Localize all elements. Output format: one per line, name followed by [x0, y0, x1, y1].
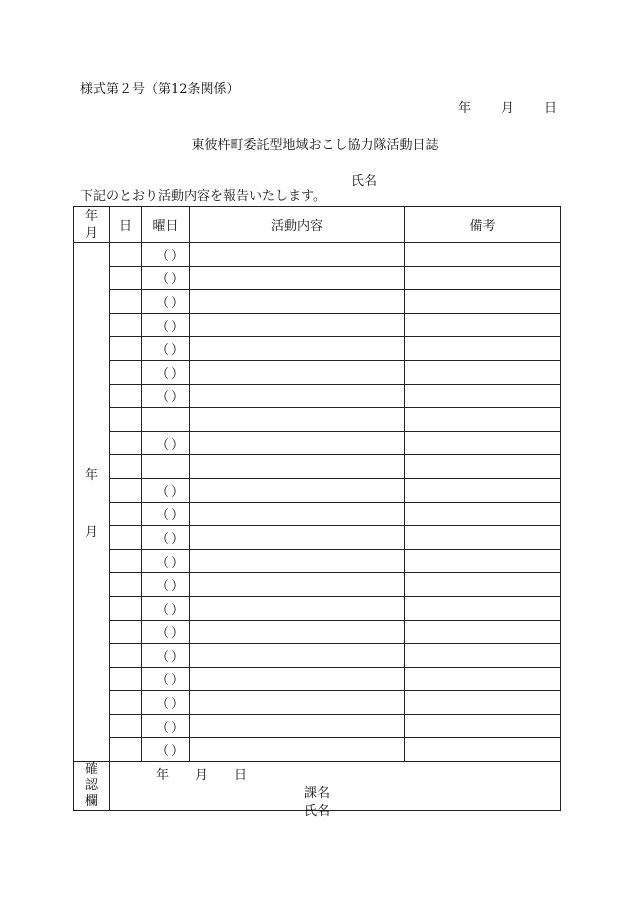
day-cell[interactable] [110, 549, 142, 573]
day-cell[interactable] [110, 290, 142, 314]
weekday-close-paren: ） [171, 390, 185, 406]
header-month: 月 [84, 225, 98, 241]
activity-cell[interactable] [190, 384, 405, 408]
weekday-open-paren: （ [156, 484, 170, 500]
remarks-cell[interactable] [405, 290, 561, 314]
weekday-open-paren: （ [156, 579, 170, 595]
report-date [458, 97, 557, 116]
remarks-cell[interactable] [405, 266, 561, 290]
confirm-year-label: 年 [156, 768, 170, 784]
weekday-open-paren: （ [156, 390, 170, 406]
table-row [74, 431, 561, 455]
activity-cell[interactable] [190, 644, 405, 668]
table-row [74, 691, 561, 715]
activity-cell[interactable] [190, 455, 405, 479]
weekday-cell[interactable] [142, 573, 190, 597]
weekday-close-paren: ） [171, 626, 185, 642]
form-number-label: 様式第２号（第12条関係） [80, 82, 240, 97]
remarks-cell[interactable] [405, 360, 561, 384]
side-month-label: 月 [84, 525, 98, 541]
weekday-open-paren: （ [156, 697, 170, 713]
table-row [74, 243, 561, 267]
header-year-month [74, 207, 110, 243]
weekday-open-paren: （ [156, 508, 170, 524]
table-row [74, 290, 561, 314]
remarks-cell[interactable] [405, 431, 561, 455]
table-row [74, 337, 561, 361]
weekday-cell[interactable] [142, 738, 190, 762]
weekday-close-paren: ） [171, 744, 185, 760]
weekday-cell[interactable] [142, 360, 190, 384]
date-day-label: 日 [544, 101, 558, 116]
weekday-close-paren: ） [171, 555, 185, 571]
weekday-open-paren: （ [156, 319, 170, 335]
weekday-cell[interactable] [142, 313, 190, 337]
day-cell[interactable] [110, 431, 142, 455]
weekday-cell[interactable] [142, 714, 190, 738]
weekday-cell[interactable] [142, 337, 190, 361]
day-cell[interactable] [110, 502, 142, 526]
header-activity: 活動内容 [190, 207, 405, 243]
document-title: 東彼杵町委託型地域おこし協力隊活動日誌 [191, 138, 439, 153]
weekday-close-paren: ） [171, 272, 185, 288]
weekday-cell[interactable] [142, 691, 190, 715]
remarks-cell[interactable] [405, 313, 561, 337]
table-row [74, 714, 561, 738]
remarks-cell[interactable] [405, 738, 561, 762]
table-row [74, 738, 561, 762]
day-cell[interactable] [110, 620, 142, 644]
weekday-cell[interactable] [142, 243, 190, 267]
weekday-close-paren: ） [171, 697, 185, 713]
weekday-open-paren: （ [156, 626, 170, 642]
weekday-open-paren: （ [156, 248, 170, 264]
activity-cell[interactable] [190, 360, 405, 384]
confirm-month-label: 月 [195, 768, 209, 784]
table-row [74, 620, 561, 644]
activity-cell[interactable] [190, 738, 405, 762]
weekday-cell[interactable] [142, 478, 190, 502]
activity-cell[interactable] [190, 313, 405, 337]
weekday-close-paren: ） [171, 602, 185, 618]
activity-cell[interactable] [190, 667, 405, 691]
activity-cell[interactable] [190, 620, 405, 644]
day-cell[interactable] [110, 455, 142, 479]
table-row [74, 573, 561, 597]
weekday-close-paren: ） [171, 579, 185, 595]
remarks-cell[interactable] [405, 384, 561, 408]
weekday-cell[interactable] [142, 266, 190, 290]
weekday-close-paren: ） [171, 366, 185, 382]
day-cell[interactable] [110, 596, 142, 620]
weekday-cell[interactable] [142, 431, 190, 455]
remarks-cell[interactable] [405, 691, 561, 715]
header-remarks: 備考 [405, 207, 561, 243]
weekday-open-paren: （ [156, 272, 170, 288]
day-cell[interactable] [110, 313, 142, 337]
activity-cell[interactable] [190, 408, 405, 432]
date-month-label: 月 [501, 101, 515, 116]
weekday-close-paren: ） [171, 673, 185, 689]
table-row [74, 478, 561, 502]
remarks-cell[interactable] [405, 408, 561, 432]
weekday-open-paren: （ [156, 531, 170, 547]
weekday-close-paren: ） [171, 295, 185, 311]
table-row [74, 408, 561, 432]
table-row [74, 455, 561, 479]
weekday-close-paren: ） [171, 649, 185, 665]
table-row [74, 313, 561, 337]
confirm-dept-label: 課名 [304, 786, 331, 802]
month-side-cell [74, 243, 110, 762]
weekday-close-paren: ） [171, 508, 185, 524]
confirm-row [74, 762, 561, 811]
confirm-label-char: 確 [84, 762, 98, 778]
weekday-cell[interactable] [142, 502, 190, 526]
weekday-open-paren: （ [156, 744, 170, 760]
table-row [74, 644, 561, 668]
weekday-cell[interactable] [142, 549, 190, 573]
table-row [74, 526, 561, 550]
activity-log-table [73, 206, 561, 820]
header-day: 日 [110, 207, 142, 243]
remarks-cell[interactable] [405, 455, 561, 479]
activity-cell[interactable] [190, 549, 405, 573]
side-year-label: 年 [84, 468, 98, 484]
activity-cell[interactable] [190, 478, 405, 502]
weekday-open-paren: （ [156, 673, 170, 689]
day-cell[interactable] [110, 408, 142, 432]
weekday-close-paren: ） [171, 437, 185, 453]
weekday-open-paren: （ [156, 602, 170, 618]
day-cell[interactable] [110, 667, 142, 691]
remarks-cell[interactable] [405, 620, 561, 644]
day-cell[interactable] [110, 478, 142, 502]
header-weekday: 曜日 [142, 207, 190, 243]
intro-text: 下記のとおり活動内容を報告いたします。 [80, 189, 326, 204]
header-year: 年 [84, 208, 98, 224]
weekday-cell[interactable] [142, 384, 190, 408]
day-cell[interactable] [110, 644, 142, 668]
weekday-cell[interactable] [142, 290, 190, 314]
activity-cell[interactable] [190, 526, 405, 550]
day-cell[interactable] [110, 691, 142, 715]
confirm-label-char: 欄 [84, 794, 98, 810]
confirm-day-label: 日 [234, 768, 248, 784]
remarks-cell[interactable] [405, 243, 561, 267]
weekday-cell[interactable] [142, 620, 190, 644]
activity-cell[interactable] [190, 290, 405, 314]
remarks-cell[interactable] [405, 596, 561, 620]
day-cell[interactable] [110, 573, 142, 597]
remarks-cell[interactable] [405, 714, 561, 738]
weekday-open-paren: （ [156, 555, 170, 571]
table-row [74, 360, 561, 384]
remarks-cell[interactable] [405, 337, 561, 361]
weekday-open-paren: （ [156, 366, 170, 382]
weekday-cell[interactable] [142, 596, 190, 620]
day-cell[interactable] [110, 243, 142, 267]
confirm-cell[interactable] [110, 762, 561, 820]
remarks-cell[interactable] [405, 502, 561, 526]
weekday-open-paren: （ [156, 343, 170, 359]
confirm-date [156, 764, 247, 783]
confirm-label-cell [74, 762, 110, 811]
weekday-close-paren: ） [171, 319, 185, 335]
date-year-label: 年 [458, 101, 472, 116]
weekday-close-paren: ） [171, 484, 185, 500]
activity-cell[interactable] [190, 691, 405, 715]
day-cell[interactable] [110, 714, 142, 738]
activity-cell[interactable] [190, 243, 405, 267]
weekday-cell[interactable] [142, 408, 190, 432]
reporter-name-label: 氏名 [351, 174, 378, 189]
activity-cell[interactable] [190, 596, 405, 620]
confirm-name-label: 氏名 [304, 804, 331, 820]
activity-cell[interactable] [190, 337, 405, 361]
table-row [74, 502, 561, 526]
weekday-close-paren: ） [171, 248, 185, 264]
remarks-cell[interactable] [405, 549, 561, 573]
table-row [74, 667, 561, 691]
weekday-open-paren: （ [156, 437, 170, 453]
remarks-cell[interactable] [405, 667, 561, 691]
weekday-close-paren: ） [171, 343, 185, 359]
activity-cell[interactable] [190, 573, 405, 597]
weekday-cell[interactable] [142, 667, 190, 691]
weekday-close-paren: ） [171, 720, 185, 736]
remarks-cell[interactable] [405, 526, 561, 550]
activity-cell[interactable] [190, 431, 405, 455]
table-row [74, 596, 561, 620]
remarks-cell[interactable] [405, 644, 561, 668]
activity-cell[interactable] [190, 266, 405, 290]
day-cell[interactable] [110, 738, 142, 762]
weekday-cell[interactable] [142, 644, 190, 668]
activity-cell[interactable] [190, 502, 405, 526]
table-row [74, 549, 561, 573]
weekday-cell[interactable] [142, 526, 190, 550]
weekday-open-paren: （ [156, 295, 170, 311]
confirm-label-char: 認 [84, 778, 98, 794]
weekday-open-paren: （ [156, 720, 170, 736]
weekday-close-paren: ） [171, 531, 185, 547]
table-row [74, 384, 561, 408]
weekday-open-paren: （ [156, 649, 170, 665]
day-cell[interactable] [110, 337, 142, 361]
table-header-row [74, 207, 561, 243]
day-cell[interactable] [110, 360, 142, 384]
activity-cell[interactable] [190, 714, 405, 738]
remarks-cell[interactable] [405, 478, 561, 502]
day-cell[interactable] [110, 526, 142, 550]
remarks-cell[interactable] [405, 573, 561, 597]
day-cell[interactable] [110, 384, 142, 408]
day-cell[interactable] [110, 266, 142, 290]
table-row [74, 266, 561, 290]
weekday-cell[interactable] [142, 455, 190, 479]
